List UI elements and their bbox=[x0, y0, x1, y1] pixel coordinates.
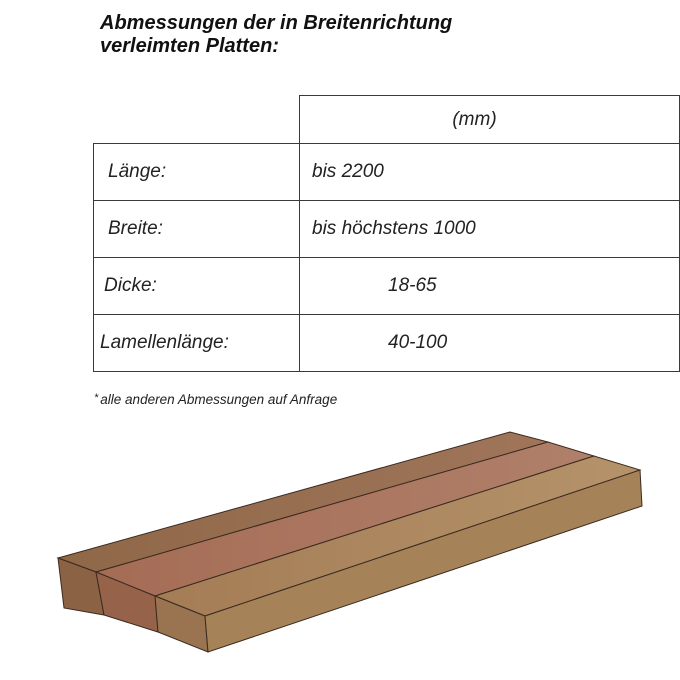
glued-panel-illustration bbox=[0, 420, 680, 670]
row-value: 18-65 bbox=[300, 258, 680, 315]
row-value: bis 2200 bbox=[300, 144, 680, 201]
row-label: Dicke: bbox=[94, 258, 300, 315]
title-line-2: verleimten Platten: bbox=[100, 35, 279, 57]
page-title bbox=[100, 12, 452, 58]
footnote-asterisk: * bbox=[94, 392, 99, 404]
row-label: Länge: bbox=[94, 144, 300, 201]
title-line-1: Abmessungen der in Breitenrichtung bbox=[100, 12, 453, 34]
row-value: 40-100 bbox=[300, 315, 680, 372]
table-row-lamellenlaenge bbox=[94, 315, 680, 372]
table-row-breite bbox=[94, 201, 680, 258]
header-empty-cell bbox=[94, 96, 300, 144]
row-label: Breite: bbox=[94, 201, 300, 258]
footnote bbox=[94, 392, 337, 407]
table-row-dicke bbox=[94, 258, 680, 315]
dimensions-table bbox=[93, 95, 680, 372]
row-label: Lamellenlänge: bbox=[94, 315, 300, 372]
row-value: bis höchstens 1000 bbox=[300, 201, 680, 258]
table-header-row bbox=[94, 96, 680, 144]
table-row-laenge bbox=[94, 144, 680, 201]
unit-header: (mm) bbox=[300, 96, 680, 144]
footnote-text: alle anderen Abmessungen auf Anfrage bbox=[100, 392, 338, 407]
